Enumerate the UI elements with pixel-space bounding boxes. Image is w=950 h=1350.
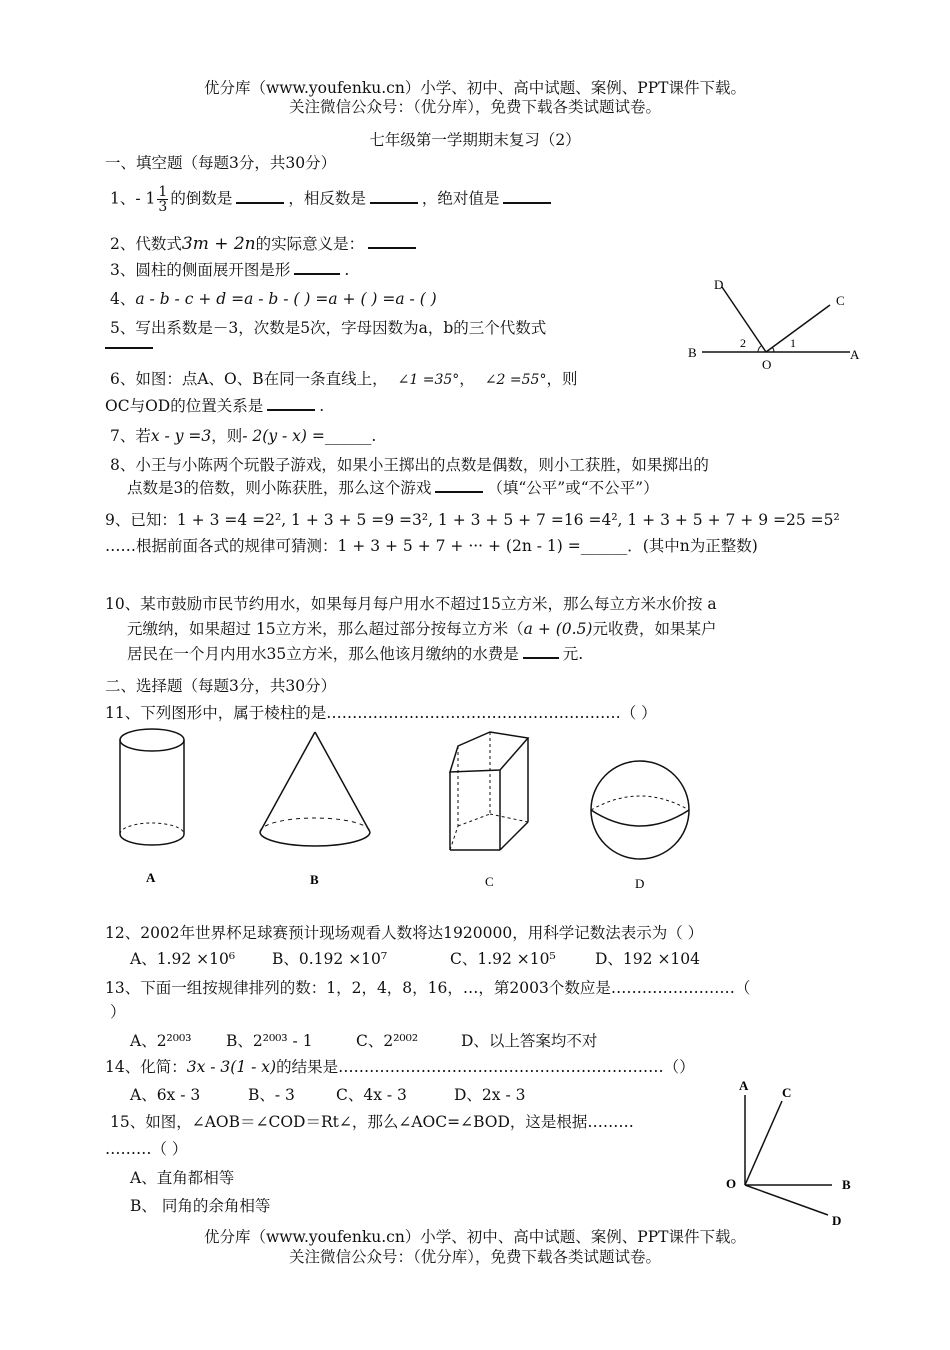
fig6-label-d: D bbox=[714, 277, 724, 292]
question-2: 2、代数式3m + 2n的实际意义是： bbox=[110, 232, 420, 254]
question-14: 14、化简：3x - 3(1 - x)的结果是………………………………………………………（） bbox=[105, 1058, 695, 1076]
question-12: 12、2002年世界杯足球赛预计现场观看人数将达1920000，用科学记数法表示为（ ） bbox=[105, 924, 704, 942]
question-3: 3、圆柱的侧面展开图是形 . bbox=[110, 261, 350, 279]
question-7: 7、若x - y =3，则- 2(y - x) =______. bbox=[110, 427, 377, 445]
question-1: 1、- 1 $\frac{1}{3}$ 的倒数是 ，相反数是 ，绝对值是 bbox=[110, 185, 555, 214]
question-14-options bbox=[130, 1083, 525, 1105]
fig15-label-d: D bbox=[832, 1213, 842, 1228]
blank-10 bbox=[523, 656, 559, 659]
question-10-line3: 居民在一个月内用水35立方米，那么他该月缴纳的水费是 元. bbox=[127, 645, 584, 663]
question-10: 10、某市鼓励市民节约用水，如果每月每户用水不超过15立方米，那么每立方米水价按 a bbox=[105, 595, 717, 613]
option-14c: C、4x - 3 bbox=[336, 1086, 407, 1104]
blank-3 bbox=[294, 272, 340, 275]
footer-line-1: 优分库（www.youfenku.cn）小学、初中、高中试题、案例、PPT课件下载。 bbox=[203, 1228, 747, 1246]
option-13a: A、2²⁰⁰³ bbox=[130, 1032, 192, 1050]
angle-figure-q15 bbox=[720, 1075, 870, 1235]
question-9: 9、已知：1 + 3 =4 =2², 1 + 3 + 5 =9 =3², 1 + 3 + 5 + 7 =16 =4², 1 + 3 + 5 + 7 + 9 =25 =5² bbox=[105, 511, 840, 529]
blank-6 bbox=[267, 408, 315, 411]
option-13b: B、2²⁰⁰³ - 1 bbox=[226, 1032, 313, 1050]
question-11: 11、下列图形中，属于棱柱的是…………………………………………………（ ） bbox=[105, 704, 657, 722]
question-9-line2: ……根据前面各式的规律可猜测：1 + 3 + 5 + 7 + ··· + (2n - 1) =______．(其中n为正整数) bbox=[105, 537, 758, 555]
fraction-one-third: $\frac{1}{3}$ bbox=[158, 184, 168, 215]
cone-shape bbox=[260, 732, 370, 846]
blank-1c bbox=[503, 201, 551, 204]
angle-figure-q6 bbox=[680, 275, 870, 375]
header-line-1: 优分库（www.youfenku.cn）小学、初中、高中试题、案例、PPT课件下载。 bbox=[203, 79, 747, 97]
question-5: 5、写出系数是－3，次数是5次，字母因数为a，b的三个代数式 bbox=[110, 319, 547, 337]
question-6-line2: OC与OD的位置关系是 . bbox=[105, 397, 325, 415]
question-8-line2: 点数是3的倍数，则小陈获胜，那么这个游戏 （填“公平”或“不公平”） bbox=[127, 479, 659, 497]
section2-heading: 二、选择题（每题3分，共30分） bbox=[105, 677, 337, 695]
prism-shape bbox=[450, 732, 528, 850]
question-4: 4、a - b - c + d =a - b - ( ) =a + ( ) =a - ( ) bbox=[110, 290, 437, 308]
question-15-line2: ………（ ） bbox=[105, 1140, 188, 1158]
option-15a: A、直角都相等 bbox=[130, 1169, 235, 1187]
question-10-line2: 元缴纳，如果超过 15立方米，那么超过部分按每立方米（a + (0.5)元收费，如果某户 bbox=[127, 620, 717, 638]
option-13c: C、2²⁰⁰² bbox=[356, 1032, 419, 1050]
question-13: 13、下面一组按规律排列的数：1，2，4，8，16，…，第2003个数应是……………………（ bbox=[105, 979, 751, 997]
fig15-label-c: C bbox=[782, 1085, 792, 1100]
question-15: 15、如图，∠AOB＝∠COD＝Rt∠，那么∠AOC=∠BOD，这是根据……… bbox=[110, 1113, 634, 1131]
question-6: 6、如图：点A、O、B在同一条直线上， ∠1 =35°， ∠2 =55°，则 bbox=[110, 370, 578, 388]
option-12d: D、192 ×104 bbox=[595, 950, 701, 968]
shape-label-a: A bbox=[146, 870, 156, 885]
blank-8 bbox=[435, 490, 483, 493]
shapes-q11 bbox=[100, 722, 720, 892]
fig6-label-1: 1 bbox=[790, 336, 796, 350]
option-14b: B、- 3 bbox=[248, 1086, 295, 1104]
blank-1a bbox=[236, 201, 284, 204]
option-12a: A、1.92 ×10⁶ bbox=[130, 950, 236, 968]
blank-5 bbox=[105, 335, 153, 353]
option-13d: D、以上答案均不对 bbox=[461, 1032, 598, 1050]
blank-2 bbox=[368, 246, 416, 249]
shape-label-b: B bbox=[310, 872, 319, 887]
page-title: 七年级第一学期期末复习（2） bbox=[369, 131, 581, 149]
fig6-label-a: A bbox=[850, 347, 860, 362]
section1-heading: 一、填空题（每题3分，共30分） bbox=[105, 154, 337, 172]
fig15-label-b: B bbox=[842, 1177, 851, 1192]
fig15-label-o: O bbox=[726, 1176, 737, 1191]
question-8: 8、小王与小陈两个玩骰子游戏，如果小王掷出的点数是偶数，则小工获胜，如果掷出的 bbox=[110, 456, 709, 474]
sphere-shape bbox=[591, 761, 689, 859]
blank-1b bbox=[370, 201, 418, 204]
fig15-label-a: A bbox=[739, 1078, 749, 1093]
cylinder-shape bbox=[120, 729, 184, 845]
option-12b: B、0.192 ×10⁷ bbox=[272, 950, 388, 968]
fig6-label-o: O bbox=[762, 357, 772, 372]
option-14a: A、6x - 3 bbox=[130, 1086, 201, 1104]
header-line-2: 关注微信公众号：（优分库），免费下载各类试题试卷。 bbox=[288, 98, 661, 116]
shape-label-d: D bbox=[635, 876, 645, 891]
fig6-label-2: 2 bbox=[740, 336, 746, 350]
question-13-options bbox=[130, 1029, 597, 1051]
option-12c: C、1.92 ×10⁵ bbox=[450, 950, 556, 968]
question-13-close: ） bbox=[110, 1003, 126, 1021]
option-14d: D、2x - 3 bbox=[454, 1086, 526, 1104]
fig6-label-b: B bbox=[688, 345, 697, 360]
option-15b: B、 同角的余角相等 bbox=[130, 1197, 271, 1215]
question-12-options bbox=[130, 947, 700, 969]
shape-label-c: C bbox=[485, 874, 494, 889]
fig6-label-c: C bbox=[836, 293, 845, 308]
footer-line-2: 关注微信公众号：（优分库），免费下载各类试题试卷。 bbox=[288, 1248, 661, 1266]
